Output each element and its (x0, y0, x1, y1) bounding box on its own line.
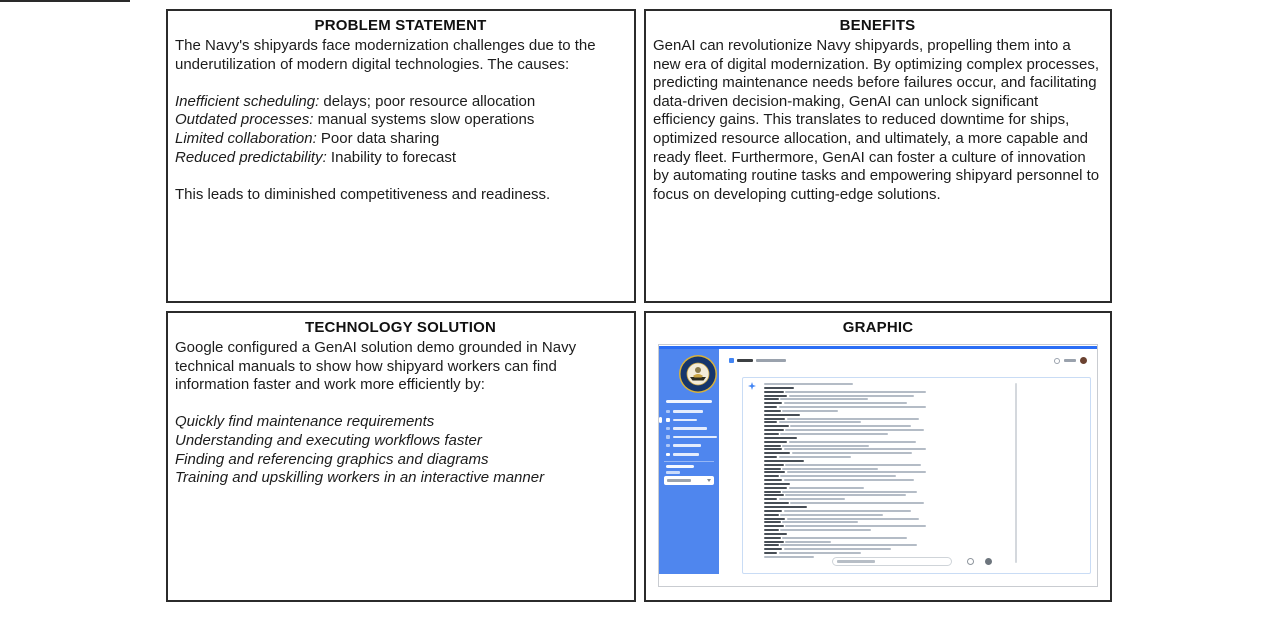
chat-text-line (764, 552, 929, 554)
problem-statement-title: PROBLEM STATEMENT (314, 17, 487, 34)
chat-text-line (764, 529, 929, 531)
menu-item-icon (666, 453, 670, 457)
cause-lead: Outdated processes: (175, 111, 314, 129)
chat-text-line (764, 468, 929, 470)
chat-text-line (764, 544, 929, 546)
chat-text-line (764, 387, 929, 389)
chat-text-line (764, 441, 929, 443)
sidebar-menu-item (659, 433, 719, 442)
sidebar-menu-item (659, 441, 719, 450)
chat-text-line (764, 498, 929, 500)
chat-text-line (764, 514, 929, 516)
cause-rest: Inability to forecast (326, 148, 456, 166)
chat-text-line (764, 395, 929, 397)
chat-text-line (764, 433, 929, 435)
technology-solution-title: TECHNOLOGY SOLUTION (304, 319, 497, 336)
selected-model-bar (667, 479, 691, 482)
technology-intro-text: Google configured a GenAI solution demo grounded in Navy technical manuals to show how shipyard workers can find information faster and work more efficiently by: (175, 339, 577, 394)
chat-text-line (764, 410, 929, 412)
cause-lead: Inefficient scheduling: (175, 92, 320, 110)
chat-text-line (764, 445, 929, 447)
sidebar-menu-item (659, 424, 719, 433)
chat-text-line (764, 491, 929, 493)
chat-text-line (764, 452, 929, 454)
chat-text-line (764, 506, 929, 508)
chat-text-line (764, 402, 929, 404)
chat-text-line (764, 518, 929, 520)
list-item: Finding and referencing graphics and diagrams (175, 450, 489, 468)
chat-text-line (764, 475, 929, 477)
chat-text-line (764, 502, 929, 504)
chat-text-line (764, 418, 929, 420)
app-header-right (1054, 357, 1087, 364)
list-item: Training and upskilling workers in an interactive manner (175, 469, 545, 487)
chat-text-line (764, 460, 929, 462)
chat-text-line (764, 510, 929, 512)
sparkle-icon (748, 382, 756, 390)
blank-line (175, 74, 626, 93)
problem-outro-text: This leads to diminished competitiveness and readiness. (175, 185, 551, 203)
chat-text-lines (764, 383, 929, 560)
chat-text-line (764, 414, 929, 416)
chat-text-line (764, 487, 929, 489)
technology-solution-box (166, 311, 636, 602)
list-item: Quickly find maintenance requirements (175, 413, 435, 431)
sidebar-app-name-bar (666, 400, 712, 403)
sidebar-configuration-label-bar (666, 465, 694, 468)
send-icon (985, 558, 992, 565)
sidebar-divider (664, 461, 714, 462)
sidebar-menu-item (659, 407, 719, 416)
list-item (175, 130, 626, 149)
sidebar-menu-item (659, 416, 719, 425)
chat-scrollbar (1015, 383, 1017, 563)
app-header-left (729, 358, 786, 363)
gear-icon (1054, 358, 1060, 364)
app-header (719, 349, 1097, 375)
chat-text-line (764, 437, 929, 439)
chat-text-line (764, 391, 929, 393)
chat-text-line (764, 425, 929, 427)
menu-item-icon (666, 410, 670, 414)
benefits-body-text: GenAI can revolutionize Navy shipyards, propelling them into a new era of digital modernization. By optimizing complex processes, predicting maintenance needs before failures occur, and facilitating data-driven decision-making, GenAI can unlock significant efficiency gains. This translates to reduced downtime for ships, optimized resource allocation, and ultimately, a more capable and ready fleet. Furthermore, GenAI can foster a culture of innovation by automating routine tasks and empowering shipyard personnel to focus on developing cutting-edge solutions. (653, 37, 1100, 203)
technology-capability-list (175, 413, 626, 487)
sidebar-model-label-bar (666, 471, 680, 474)
chat-text-line (764, 537, 929, 539)
app-title-bar (737, 359, 753, 362)
chat-text-line (764, 533, 929, 535)
benefits-box (644, 9, 1112, 303)
chat-text-line (764, 456, 929, 458)
blank-line (175, 395, 626, 414)
app-screenshot (658, 344, 1098, 587)
menu-item-icon (666, 435, 670, 439)
problem-intro-text: The Navy's shipyards face modernization challenges due to the underutilization of modern digital technologies. The causes: (175, 37, 596, 73)
problem-cause-list (175, 93, 626, 167)
app-logo-icon (729, 358, 734, 363)
chat-text-line (764, 464, 929, 466)
graphic-box (644, 311, 1112, 602)
chat-text-line (764, 483, 929, 485)
benefits-title: BENEFITS (839, 17, 916, 34)
chevron-down-icon (707, 479, 711, 482)
cause-lead: Reduced predictability: (175, 148, 327, 166)
chat-text-line (764, 494, 929, 496)
blank-line (175, 167, 626, 186)
sidebar-menu (659, 407, 719, 459)
list-item (175, 93, 626, 112)
chat-text-line (764, 398, 929, 400)
avatar (1080, 357, 1087, 364)
menu-item-icon (666, 418, 670, 422)
cause-rest: manual systems slow operations (313, 111, 535, 129)
user-name-bar (1064, 359, 1076, 362)
chat-text-line (764, 448, 929, 450)
chat-text-line (764, 479, 929, 481)
chat-text-line (764, 406, 929, 408)
emoji-icon (967, 558, 974, 565)
top-edge-artifact (0, 0, 130, 2)
list-item (175, 149, 626, 168)
navy-seal-logo (678, 354, 718, 394)
graphic-title: GRAPHIC (842, 319, 914, 336)
chat-text-line (764, 429, 929, 431)
cause-rest: Poor data sharing (316, 129, 440, 147)
chat-text-line (764, 521, 929, 523)
app-subtitle-bar (756, 359, 786, 362)
input-placeholder-bar (837, 560, 875, 563)
chat-text-line (764, 541, 929, 543)
menu-item-icon (666, 444, 670, 448)
chat-input-field (832, 557, 952, 566)
cause-rest: delays; poor resource allocation (319, 92, 536, 110)
chat-text-line (764, 421, 929, 423)
model-select-dropdown (664, 476, 714, 485)
app-sidebar (659, 349, 719, 574)
cause-lead: Limited collaboration: (175, 129, 317, 147)
sidebar-menu-item (659, 450, 719, 459)
chat-text-line (764, 525, 929, 527)
chat-text-line (764, 471, 929, 473)
chat-text-line (764, 383, 929, 385)
problem-statement-box (166, 9, 636, 303)
menu-item-icon (666, 427, 670, 431)
chat-text-line (764, 548, 929, 550)
list-item: Understanding and executing workflows faster (175, 431, 482, 449)
list-item (175, 111, 626, 130)
